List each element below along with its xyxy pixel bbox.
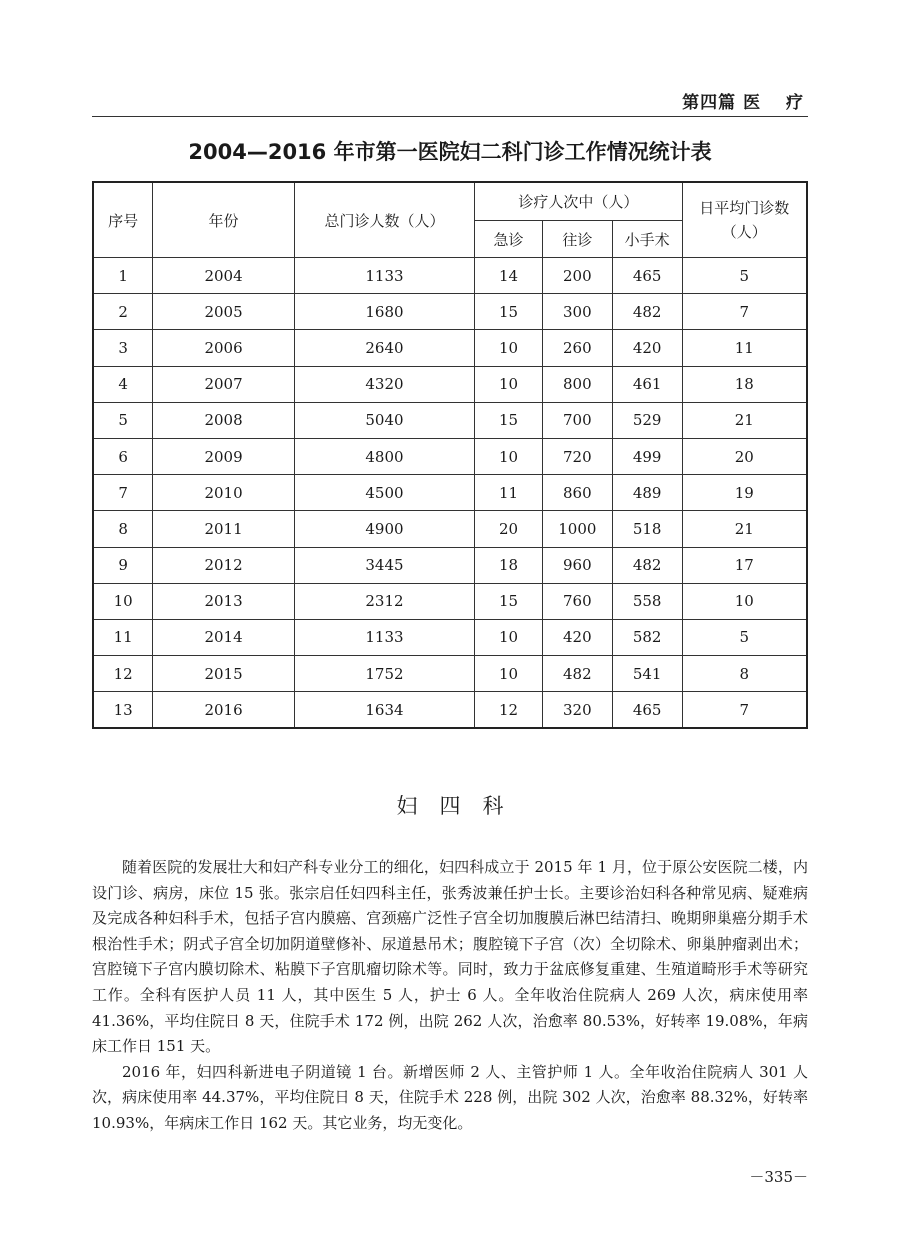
table-row xyxy=(93,475,807,511)
cell-total: 3445 xyxy=(294,547,474,583)
table-row xyxy=(93,402,807,438)
cell-daily-average: 5 xyxy=(682,258,807,294)
cell-home-visit: 1000 xyxy=(542,511,612,547)
table-row xyxy=(93,619,807,655)
section-body xyxy=(92,855,808,1137)
cell-index: 13 xyxy=(93,692,153,729)
header-year: 年份 xyxy=(153,182,295,258)
cell-home-visit: 700 xyxy=(542,402,612,438)
cell-daily-average: 17 xyxy=(682,547,807,583)
cell-index: 2 xyxy=(93,294,153,330)
cell-daily-average: 11 xyxy=(682,330,807,366)
table-row xyxy=(93,583,807,619)
cell-year: 2013 xyxy=(153,583,295,619)
cell-index: 11 xyxy=(93,619,153,655)
cell-total: 1680 xyxy=(294,294,474,330)
table-row xyxy=(93,692,807,729)
cell-home-visit: 420 xyxy=(542,619,612,655)
table-row xyxy=(93,258,807,294)
cell-daily-average: 19 xyxy=(682,475,807,511)
header-total-visits: 总门诊人数（人） xyxy=(294,182,474,258)
header-minor-surgery: 小手术 xyxy=(612,221,682,258)
statistics-table xyxy=(92,181,808,729)
cell-index: 12 xyxy=(93,656,153,692)
cell-total: 4800 xyxy=(294,438,474,474)
cell-daily-average: 21 xyxy=(682,511,807,547)
cell-emergency: 12 xyxy=(475,692,543,729)
header-index: 序号 xyxy=(93,182,153,258)
page-number: －335－ xyxy=(749,1168,808,1186)
cell-home-visit: 960 xyxy=(542,547,612,583)
cell-year: 2005 xyxy=(153,294,295,330)
cell-minor-surgery: 465 xyxy=(612,692,682,729)
cell-home-visit: 760 xyxy=(542,583,612,619)
table-body xyxy=(93,258,807,729)
table-row xyxy=(93,366,807,402)
cell-home-visit: 482 xyxy=(542,656,612,692)
cell-emergency: 15 xyxy=(475,583,543,619)
cell-home-visit: 300 xyxy=(542,294,612,330)
cell-index: 1 xyxy=(93,258,153,294)
header-daily-average xyxy=(682,182,807,258)
table-row xyxy=(93,511,807,547)
cell-minor-surgery: 499 xyxy=(612,438,682,474)
cell-minor-surgery: 461 xyxy=(612,366,682,402)
cell-emergency: 11 xyxy=(475,475,543,511)
cell-daily-average: 20 xyxy=(682,438,807,474)
cell-minor-surgery: 489 xyxy=(612,475,682,511)
cell-index: 7 xyxy=(93,475,153,511)
paragraph-1: 随着医院的发展壮大和妇产科专业分工的细化，妇四科成立于 2015 年 1 月，位于原公安医院二楼，内设门诊、病房，床位 15 张。张宗启任妇四科主任，张秀波兼任护士长。主要诊治妇科各种常见病、疑难病及完成各种妇科手术，包括子宫内膜癌、宫颈癌广泛性子宫全切加腹膜后淋巴结清扫、晚期卵巢癌分期手术根治性手术；阴式子宫全切加阴道壁修补、尿道悬吊术；腹腔镜下子宫（次）全切除术、卵巢肿瘤剥出术；宫腔镜下子宫内膜切除术、粘膜下子宫肌瘤切除术等。同时，致力于盆底修复重建、生殖道畸形手术等研究工作。全科有医护人员 11 人，其中医生 5 人，护士 6 人。全年收治住院病人 269 人次，病床使用率 41.36%，平均住院日 8 天，住院手术 172 例，出院 262 人次，治愈率 80.53%，好转率 19.08%，年病床工作日 151 天。 xyxy=(92,858,808,1056)
cell-emergency: 15 xyxy=(475,294,543,330)
cell-daily-average: 5 xyxy=(682,619,807,655)
cell-year: 2015 xyxy=(153,656,295,692)
cell-index: 4 xyxy=(93,366,153,402)
table-row xyxy=(93,547,807,583)
cell-total: 4500 xyxy=(294,475,474,511)
cell-emergency: 10 xyxy=(475,366,543,402)
cell-index: 5 xyxy=(93,402,153,438)
cell-emergency: 15 xyxy=(475,402,543,438)
cell-year: 2016 xyxy=(153,692,295,729)
cell-index: 10 xyxy=(93,583,153,619)
table-row xyxy=(93,294,807,330)
cell-minor-surgery: 558 xyxy=(612,583,682,619)
cell-index: 8 xyxy=(93,511,153,547)
cell-home-visit: 860 xyxy=(542,475,612,511)
cell-minor-surgery: 420 xyxy=(612,330,682,366)
cell-emergency: 14 xyxy=(475,258,543,294)
cell-emergency: 10 xyxy=(475,619,543,655)
chapter-title: 第四篇 医 疗 xyxy=(682,93,804,113)
cell-year: 2010 xyxy=(153,475,295,511)
cell-year: 2008 xyxy=(153,402,295,438)
cell-emergency: 20 xyxy=(475,511,543,547)
cell-home-visit: 200 xyxy=(542,258,612,294)
cell-total: 4900 xyxy=(294,511,474,547)
cell-daily-average: 7 xyxy=(682,294,807,330)
cell-minor-surgery: 465 xyxy=(612,258,682,294)
cell-year: 2009 xyxy=(153,438,295,474)
cell-index: 9 xyxy=(93,547,153,583)
cell-index: 6 xyxy=(93,438,153,474)
cell-year: 2006 xyxy=(153,330,295,366)
header-daily-average-label: 日平均门诊数（人） xyxy=(699,199,790,241)
cell-emergency: 18 xyxy=(475,547,543,583)
cell-total: 1752 xyxy=(294,656,474,692)
cell-home-visit: 720 xyxy=(542,438,612,474)
cell-total: 1133 xyxy=(294,619,474,655)
cell-minor-surgery: 518 xyxy=(612,511,682,547)
cell-year: 2007 xyxy=(153,366,295,402)
cell-year: 2012 xyxy=(153,547,295,583)
running-header xyxy=(92,82,808,117)
cell-home-visit: 800 xyxy=(542,366,612,402)
paragraph-2: 2016 年，妇四科新进电子阴道镜 1 台。新增医师 2 人、主管护师 1 人。全年收治住院病人 301 人次，病床使用率 44.37%，平均住院日 8 天，住院手术 228 例，出院 302 人次，治愈率 88.32%，好转率 10.93%，年病床工作日 162 天。其它业务，均无变化。 xyxy=(92,1062,808,1132)
cell-minor-surgery: 482 xyxy=(612,294,682,330)
cell-total: 2312 xyxy=(294,583,474,619)
cell-index: 3 xyxy=(93,330,153,366)
header-group: 诊疗人次中（人） xyxy=(475,182,682,221)
cell-daily-average: 8 xyxy=(682,656,807,692)
cell-year: 2011 xyxy=(153,511,295,547)
cell-year: 2014 xyxy=(153,619,295,655)
cell-total: 1634 xyxy=(294,692,474,729)
table-title: 2004—2016 年市第一医院妇二科门诊工作情况统计表 xyxy=(188,140,712,164)
cell-emergency: 10 xyxy=(475,438,543,474)
table-row xyxy=(93,438,807,474)
cell-daily-average: 21 xyxy=(682,402,807,438)
cell-emergency: 10 xyxy=(475,330,543,366)
cell-daily-average: 7 xyxy=(682,692,807,729)
cell-year: 2004 xyxy=(153,258,295,294)
cell-minor-surgery: 582 xyxy=(612,619,682,655)
cell-daily-average: 10 xyxy=(682,583,807,619)
cell-minor-surgery: 529 xyxy=(612,402,682,438)
cell-total: 2640 xyxy=(294,330,474,366)
cell-total: 1133 xyxy=(294,258,474,294)
section-title: 妇四科 xyxy=(396,794,526,818)
cell-daily-average: 18 xyxy=(682,366,807,402)
table-row xyxy=(93,330,807,366)
cell-home-visit: 320 xyxy=(542,692,612,729)
header-home-visit: 往诊 xyxy=(542,221,612,258)
header-emergency: 急诊 xyxy=(475,221,543,258)
cell-total: 5040 xyxy=(294,402,474,438)
table-row xyxy=(93,656,807,692)
cell-minor-surgery: 482 xyxy=(612,547,682,583)
cell-emergency: 10 xyxy=(475,656,543,692)
cell-minor-surgery: 541 xyxy=(612,656,682,692)
cell-total: 4320 xyxy=(294,366,474,402)
cell-home-visit: 260 xyxy=(542,330,612,366)
